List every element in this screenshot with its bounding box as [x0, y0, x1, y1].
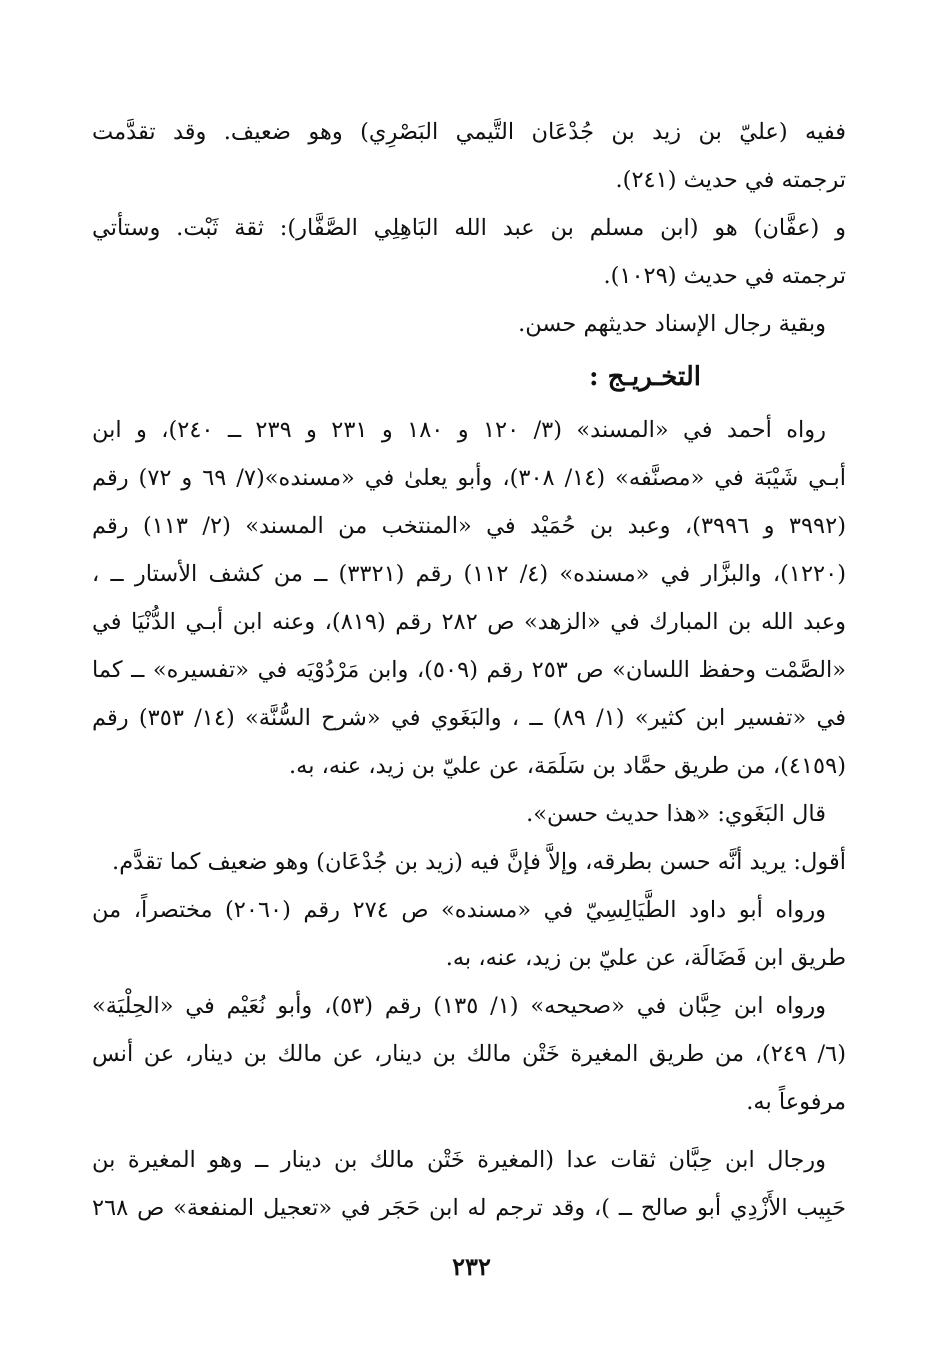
text-line: طريق ابن فَضَالَة، عن عليّ بن زيد، عنه، به.	[445, 945, 846, 971]
text-line: ورواه ابن حِبَّان في «صحيحه» (١/ ١٣٥) رقم (٥٣)، وأبو نُعَيْم في «الحِلْيَة»	[92, 993, 826, 1019]
text-line: ففيه (عليّ بن زيد بن جُدْعَان التَّيمي البَصْرِي) وهو ضعيف. وقد تقدَّمت	[92, 119, 846, 145]
text-line: ورجال ابن حِبَّان ثقات عدا (المغيرة خَتْن مالك بن دينار ــ وهو المغيرة بن	[92, 1147, 826, 1173]
paragraph-tayalisi	[92, 886, 846, 982]
text-line: وعبد الله بن المبارك في «الزهد» ص ٢٨٢ رقم (٨١٩)، وعنه ابن أبـي الدُّنْيَا في	[92, 609, 846, 635]
text-line: مرفوعاً به.	[746, 1089, 846, 1115]
text-line: ترجمته في حديث (١٠٢٩).	[603, 263, 846, 289]
text-line: حَبِيب الأَزْدِي أبو صالح ــ )، وقد ترجم له ابن حَجَر في «تعجيل المنفعة» ص ٢٦٨	[92, 1195, 846, 1221]
text-line: (٦/ ٢٤٩)، من طريق المغيرة خَتْن مالك بن دينار، عن مالك بن دينار، عن أنس	[92, 1041, 846, 1067]
paragraph-takhrij-ahmad	[92, 406, 846, 790]
text-line: و (عفَّان) هو (ابن مسلم بن عبد الله البَاهِلِي الصَّفَّار): ثقة ثَبْت. وستأتي	[92, 215, 846, 241]
paragraph-ali-ibn-zayd	[92, 108, 846, 204]
section-heading-takhrij: التخـريـج :	[588, 362, 701, 392]
paragraph-gap	[92, 1126, 846, 1136]
page-text	[92, 108, 846, 1232]
text-line: (٤١٥٩)، من طريق حمَّاد بن سَلَمَة، عن عليّ بن زيد، عنه، به.	[289, 753, 846, 779]
text-line: «الصَّمْت وحفظ اللسان» ص ٢٥٣ رقم (٥٠٩)، وابن مَرْدُوْيَه في «تفسيره» ــ كما	[92, 657, 846, 683]
paragraph-ibn-hibban	[92, 982, 846, 1126]
text-line: (٣٩٩٢ و ٣٩٩٦)، وعبد بن حُمَيْد في «المنتخب من المسند» (٢/ ١١٣) رقم	[92, 513, 846, 539]
text-line: رواه أحمد في «المسند» (٣/ ١٢٠ و ١٨٠ و ٢٣١ و ٢٣٩ ــ ٢٤٠)، و ابن	[92, 417, 827, 443]
paragraph-author-comment	[92, 838, 846, 886]
page-number: ٢٣٢	[452, 1252, 491, 1281]
text-line: (١٢٢٠)، والبزَّار في «مسنده» (٤/ ١١٢) رقم (٣٣٢١) ــ من كشف الأستار ــ ،	[92, 561, 846, 587]
text-line: في «تفسير ابن كثير» (١/ ٨٩) ــ ، والبَغَوي في «شرح السُّنَّة» (١٤/ ٣٥٣) رقم	[92, 705, 846, 731]
text-line: أقول: يريد أنَّه حسن بطرقه، وإلاَّ فإنَّ فيه (زيد بن جُدْعَان) وهو ضعيف كما تقدَّم.	[112, 849, 846, 875]
paragraph-baghawi-quote	[92, 790, 846, 838]
text-line: قال البَغَوي: «هذا حديث حسن».	[526, 801, 826, 827]
text-line: وبقية رجال الإسناد حديثهم حسن.	[518, 311, 826, 337]
text-line: أبـي شَيْبَة في «مصنَّفه» (١٤/ ٣٠٨)، وأبو يعلىٰ في «مسنده»(٧/ ٦٩ و ٧٢) رقم	[92, 465, 846, 491]
text-line: ورواه أبو داود الطَّيَالِسِيّ في «مسنده» ص ٢٧٤ رقم (٢٠٦٠) مختصراً، من	[92, 897, 826, 923]
paragraph-rijal	[92, 300, 846, 348]
paragraph-affan	[92, 204, 846, 300]
paragraph-rijal-ibn-hibban	[92, 1136, 846, 1232]
text-line: ترجمته في حديث (٢٤١).	[615, 167, 846, 193]
